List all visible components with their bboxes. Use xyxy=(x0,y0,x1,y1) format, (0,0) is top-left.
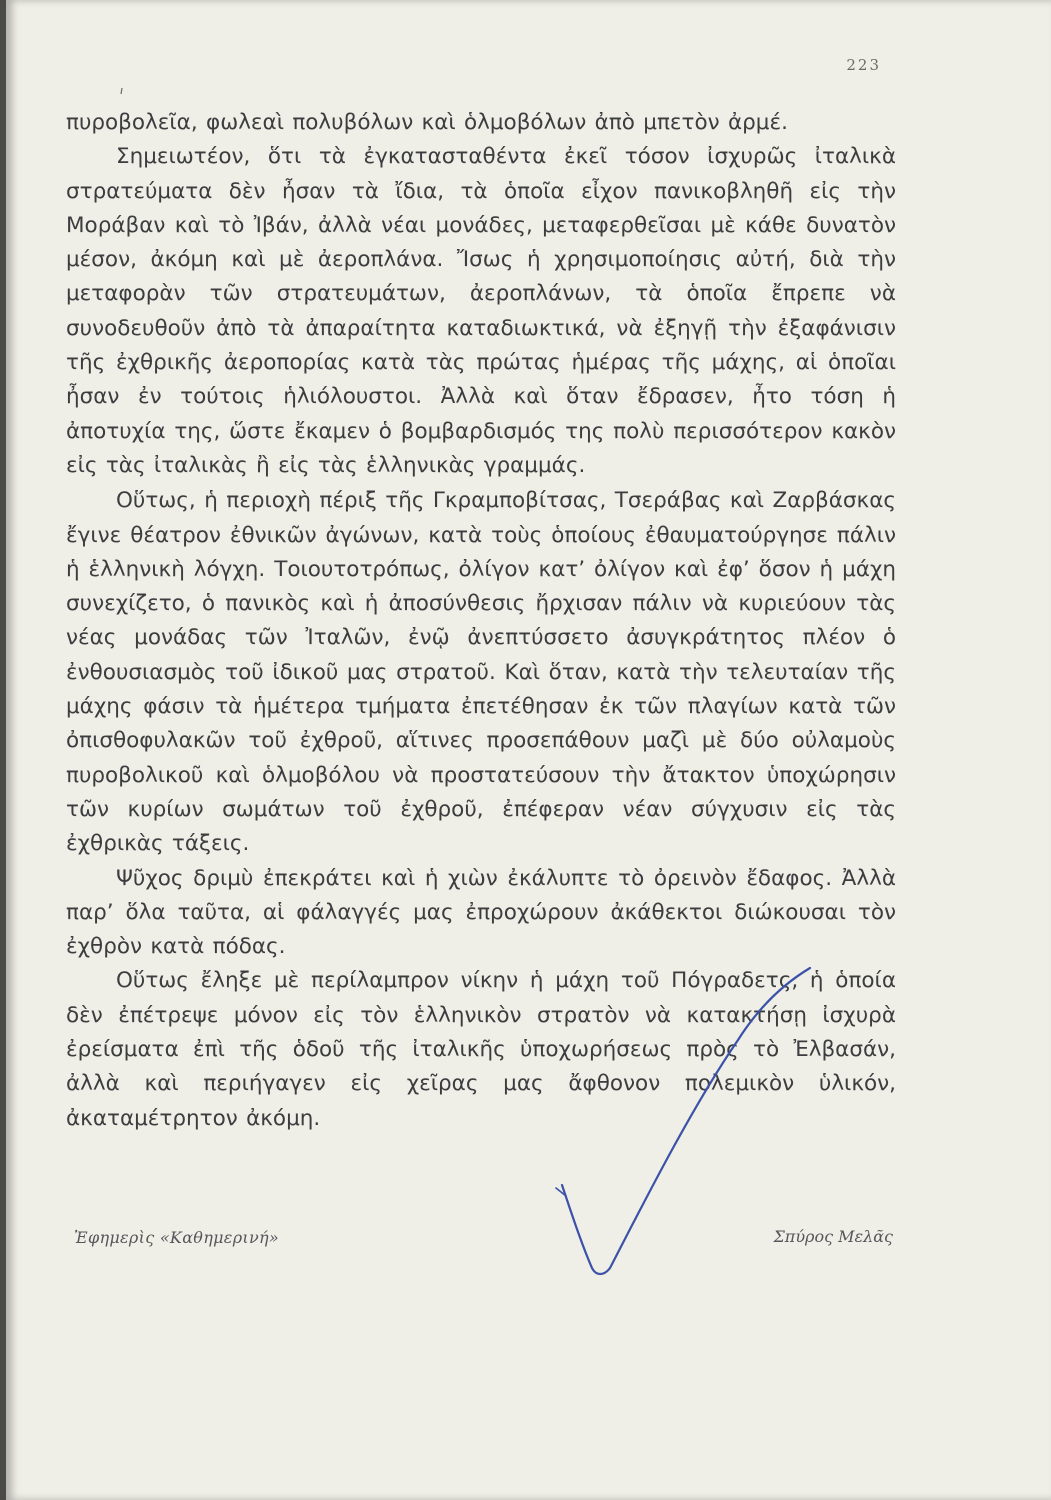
document-page xyxy=(6,0,1051,1500)
source-citation: Ἐφημερὶς «Καθημερινή» xyxy=(74,1228,279,1247)
paragraph-3: Οὕτως, ἡ περιοχὴ πέριξ τῆς Γκραμποβίτσας, Τσεράβας καὶ Ζαρβάσκας ἔγινε θέατρον ἐθνικῶν ἀγώνων, κατὰ τοὺς ὁποίους ἐθαυματούργησε πάλιν ἡ ἑλληνικὴ λόγχη. Τοιουτοτρόπως, ὀλίγον κατ’ ὀλίγον καὶ ἐφ’ ὅσον ἡ μάχη συνεχίζετο, ὁ πανικὸς καὶ ἡ ἀποσύνθεσις ἤρχισαν πάλιν νὰ κυριεύουν τὰς νέας μονάδας τῶν Ἰταλῶν, ἐνῷ ἀνεπτύσσετο ἀσυγκράτητος πλέον ὁ ἐνθουσιασμὸς τοῦ ἰδικοῦ μας στρατοῦ. Καὶ ὅταν, κατὰ τὴν τελευταίαν τῆς μάχης φάσιν τὰ ἡμέτερα τμήματα ἐπετέθησαν ἐκ τῶν πλαγίων κατὰ τῶν ὀπισθοφυλακῶν τοῦ ἐχθροῦ, αἵτινες προσεπάθουν μαζὶ μὲ δύο οὐλαμοὺς πυροβολικοῦ καὶ ὁλμοβόλου νὰ προστατεύσουν τὴν ἄτακτον ὑποχώρησιν τῶν κυρίων σωμάτων τοῦ ἐχθροῦ, ἐπέφεραν νέαν σύγχυσιν εἰς τὰς ἐχθρικὰς τάξεις. xyxy=(66,488,896,857)
paragraph-2: Σημειωτέον, ὅτι τὰ ἐγκατασταθέντα ἐκεῖ τόσον ἰσχυρῶς ἰταλικὰ στρατεύματα δὲν ἦσαν τὰ ἴδια, τὰ ὁποῖα εἶχον πανικοβληθῆ εἰς τὴν Μοράβαν καὶ τὸ Ἰβάν, ἀλλὰ νέαι μονάδες, μεταφερθεῖσαι μὲ κάθε δυνατὸν μέσον, ἀκόμη καὶ μὲ ἀεροπλάνα. Ἴσως ἡ χρησιμοποίησις αὐτή, διὰ τὴν μεταφορὰν τῶν στρατευμάτων, ἀεροπλάνων, τὰ ὁποῖα ἔπρεπε νὰ συνοδευθοῦν ἀπὸ τὰ ἀπαραίτητα καταδιωκτικά, νὰ ἐξηγῇ τὴν ἐξαφάνισιν τῆς ἐχθρικῆς ἀεροπορίας κατὰ τὰς πρώτας ἡμέρας τῆς μάχης, αἱ ὁποῖαι ἦσαν ἐν τούτοις ἡλιόλουστοι. Ἀλλὰ καὶ ὅταν ἔδρασεν, ἦτο τόση ἡ ἀποτυχία της, ὥστε ἔκαμεν ὁ βομβαρδισμός της πολὺ περισσότερον κακὸν εἰς τὰς ἰταλικὰς ἢ εἰς τὰς ἑλληνικὰς γραμμάς. xyxy=(66,144,896,478)
author-signature: Σπύρος Μελᾶς xyxy=(773,1227,893,1246)
paragraph-4: Ψῦχος δριμὺ ἐπεκράτει καὶ ἡ χιὼν ἐκάλυπτε τὸ ὀρεινὸν ἔδαφος. Ἀλλὰ παρ’ ὅλα ταῦτα, αἱ φάλαγγές μας ἐπροχώρουν ἀκάθεκτοι διώκουσαι τὸν ἐχθρὸν κατὰ πόδας. xyxy=(66,865,896,960)
stray-mark-icon xyxy=(118,0,128,100)
paragraph-1: πυροβολεῖα, φωλεαὶ πολυβόλων καὶ ὁλμοβόλων ἀπὸ μπετὸν ἀρμέ. xyxy=(66,110,788,135)
paragraph-5: Οὕτως ἔληξε μὲ περίλαμπρον νίκην ἡ μάχη τοῦ Πόγραδετς, ἡ ὁποία δὲν ἐπέτρεψε μόνον εἰς τὸν ἑλληνικὸν στρατὸν νὰ κατακτήσῃ ἰσχυρὰ ἐρείσματα ἐπὶ τῆς ὁδοῦ τῆς ἰταλικῆς ὑποχωρήσεως πρὸς τὸ Ἐλβασάν, ἀλλὰ καὶ περιήγαγεν εἰς χεῖρας μας ἄφθονον πολεμικὸν ὑλικόν, ἀκαταμέτρητον ἀκόμη. xyxy=(66,968,896,1131)
page-number: 223 xyxy=(846,56,881,74)
article-body xyxy=(66,106,896,1136)
